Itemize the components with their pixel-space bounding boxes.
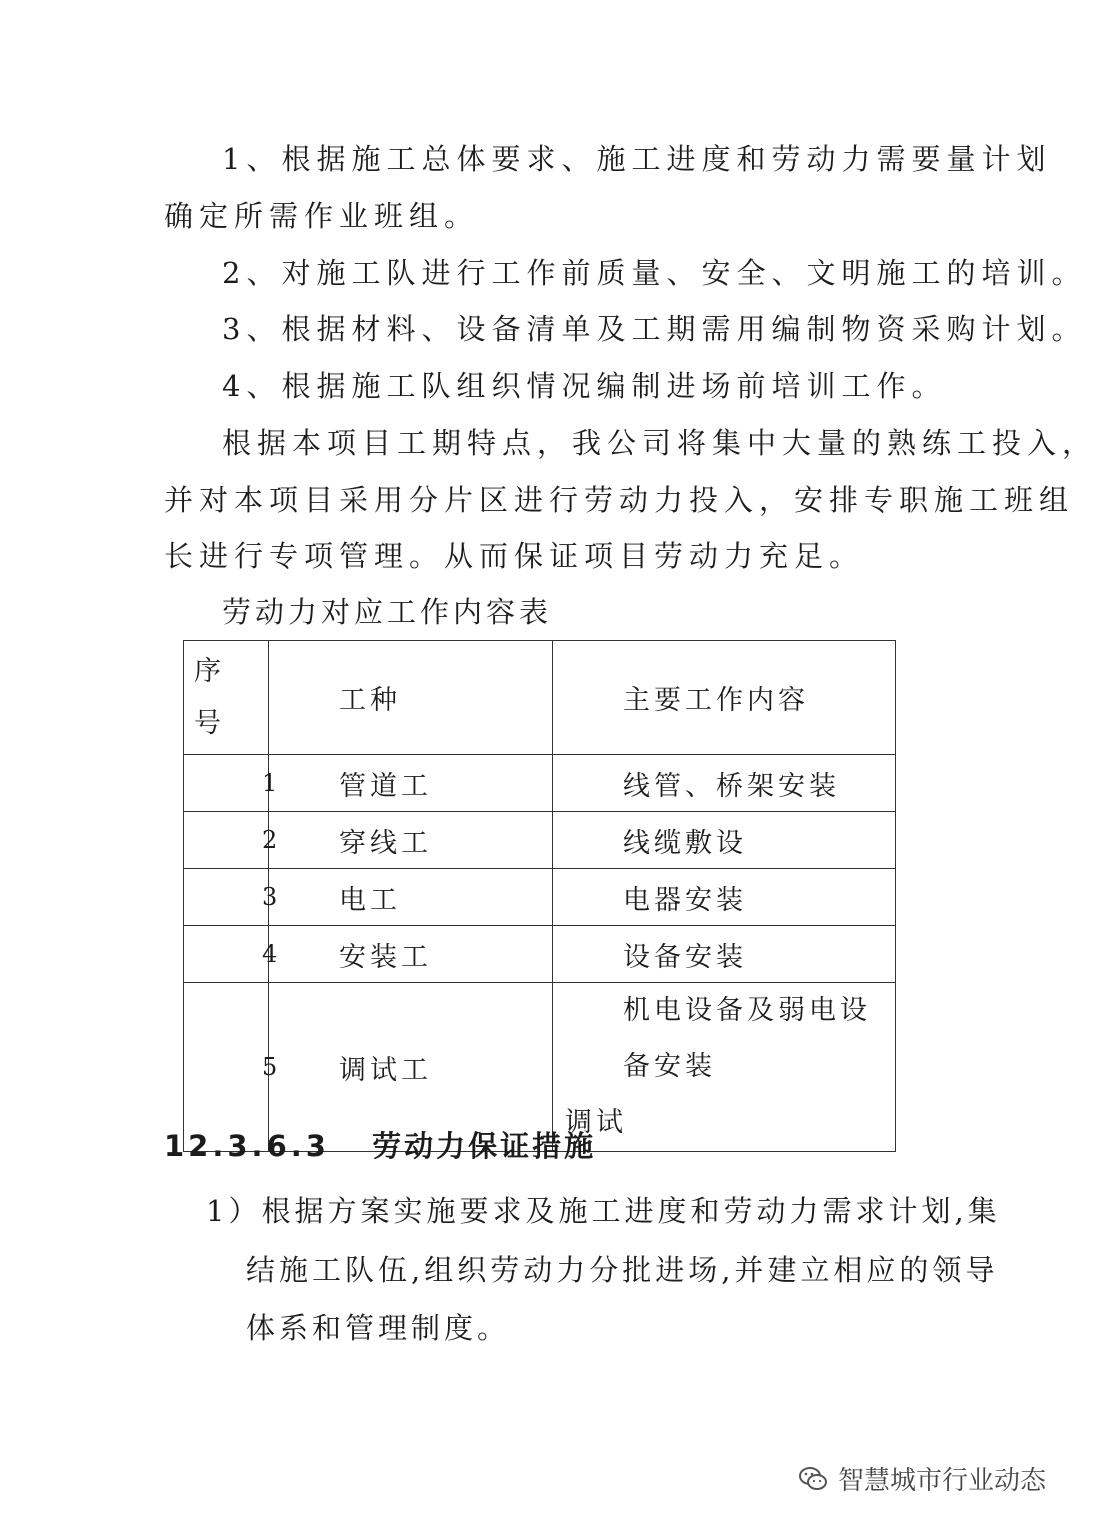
header-serial-number: [184, 641, 269, 755]
row-work-content-line-2: 调试: [565, 1107, 627, 1138]
paragraph-1-line-2: 确定所需作业班组。: [164, 199, 480, 233]
header-serial-top: 序: [194, 655, 221, 687]
paragraph-5-line-2: 并对本项目采用分片区进行劳动力投入，安排专职施工班组: [164, 483, 1075, 517]
table-row: [184, 755, 896, 812]
measure-1-line-1: 1）根据方案实施要求及施工进度和劳动力需求计划,集: [206, 1194, 1001, 1228]
row-work-type: 管道工: [269, 755, 553, 812]
paragraph-2: 2、对施工队进行工作前质量、安全、文明施工的培训。: [222, 256, 1087, 290]
paragraph-1-line-1: 1、根据施工总体要求、施工进度和劳动力需要量计划: [222, 142, 1052, 176]
row-work-type: 调试工: [269, 983, 553, 1152]
row-work-content: 线缆敷设: [553, 812, 896, 869]
table-row: [184, 869, 896, 926]
measure-1-line-3: 体系和管理制度。: [246, 1311, 511, 1345]
row-work-type: 安装工: [269, 926, 553, 983]
paragraph-3: 3、根据材料、设备清单及工期需用编制物资采购计划。: [222, 312, 1087, 346]
row-work-type: 电工: [269, 869, 553, 926]
header-work-type: 工种: [269, 641, 553, 755]
table-caption: 劳动力对应工作内容表: [222, 595, 553, 629]
wechat-icon: [798, 1465, 828, 1493]
row-number: [184, 755, 278, 812]
header-work-content: 主要工作内容: [553, 641, 896, 755]
source-watermark: [798, 1460, 1046, 1497]
source-name: 智慧城市行业动态: [838, 1466, 1047, 1496]
paragraph-5-line-3: 长进行专项管理。从而保证项目劳动力充足。: [164, 539, 865, 573]
row-work-content: 线管、桥架安装: [553, 755, 896, 812]
header-serial-bottom: 号: [194, 707, 221, 739]
labor-table: [183, 640, 896, 1152]
table-header-row: [184, 641, 896, 755]
section-number: 12.3.6.3: [164, 1129, 330, 1163]
row-work-type: 穿线工: [269, 812, 553, 869]
row-number: [184, 812, 278, 869]
row-number-text: 1: [262, 769, 278, 797]
section-title: 劳动力保证措施: [372, 1129, 597, 1163]
row-work-content: [553, 983, 896, 1152]
row-number-text: 5: [262, 1053, 278, 1081]
row-number-text: 2: [262, 826, 278, 854]
paragraph-5-line-1: 根据本项目工期特点，我公司将集中大量的熟练工投入，: [222, 426, 1097, 460]
row-number-text: 3: [262, 883, 278, 911]
table-row: [184, 812, 896, 869]
section-heading: [164, 1124, 596, 1165]
row-work-content: 设备安装: [553, 926, 896, 983]
paragraph-4: 4、根据施工队组织情况编制进场前培训工作。: [222, 369, 947, 403]
row-number-text: 4: [262, 940, 278, 968]
row-number: [184, 869, 278, 926]
table-row: [184, 926, 896, 983]
row-work-content: 电器安装: [553, 869, 896, 926]
row-number: [184, 926, 278, 983]
measure-1-line-2: 结施工队伍,组织劳动力分批进场,并建立相应的领导: [246, 1253, 999, 1287]
row-work-content-line-1: 机电设备及弱电设备安装: [623, 995, 871, 1082]
